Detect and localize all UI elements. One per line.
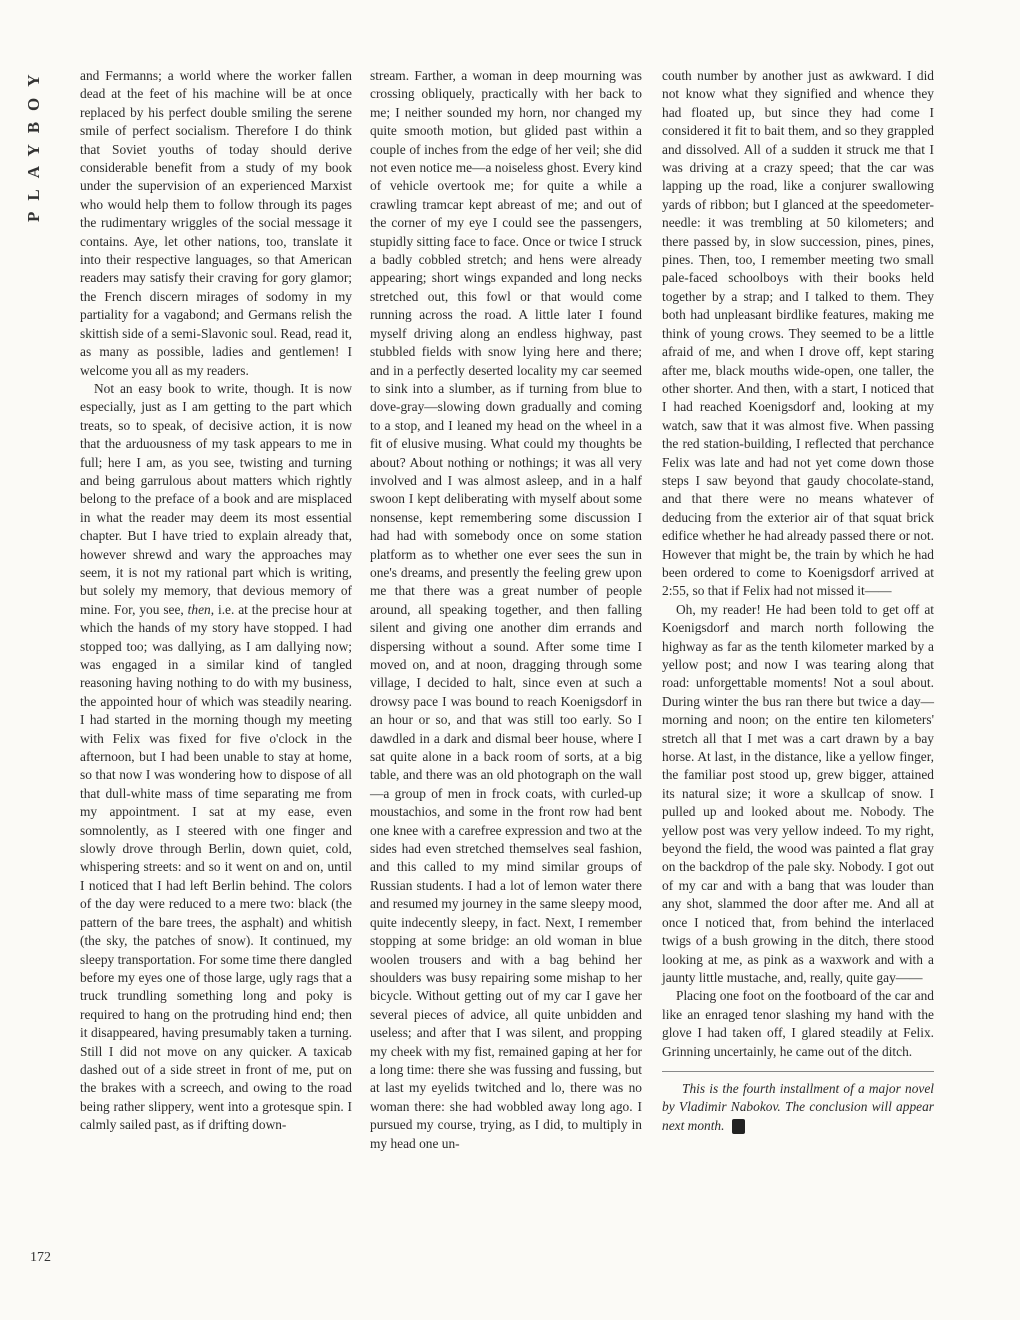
- paragraph: couth number by another just as awkward. I did not know what they signified and whence they had floated up, but since they had come I considered it fit to bait them, and so they grappled and dissolved. All of a sudden it struck me that I was driving at a crazy speed; that the car was lapping up the road, like a conjurer swallowing yards of ribbon; but I glanced at the speedometer-needle: it was trembling at 50 kilometers; and there passed by, in slow succession, pines, pines, pines. Then, too, I remember meeting two small pale-faced schoolboys with their books held together by a strap; and I talked to them. They both had unpleasant birdlike features, making me think of young crows. They seemed to be a little afraid of me, and when I drove off, kept staring after me, black mouths wide-open, one taller, the other shorter. And then, with a start, I noticed that I had reached Koenigsdorf and, looking at my watch, saw that it was almost five. When passing the red station-building, I reflected that perchance Felix was late and had not yet come down those steps I saw beyond that gaudy chocolate-stand, and that there were no means whatever of deducing from the exterior air of that squat brick edifice whether he had already passed there or not. However that might be, the train by which he had been ordered to come to Koenigsdorf arrived at 2:55, so that if Felix had not missed it——: [662, 68, 934, 599]
- paragraph-text: Not an easy book to write, though. It is now especially, just as I am getting to the part which treats, so to speak, of decisive action, it is now that the arduousness of my task appears to me in full; here I am, as you see, twisting and turning and being garrulous about matters which rightly belong to the preface of a book and are misplaced in what the reader may deem its most essential chapter. But I have tried to explain already that, however shrewd and wary the approaches may seem, it is not my rational part which is writing, but solely my memory, that devious memory of mine. For, you see,: [80, 380, 352, 617]
- bunny-logo-icon: ♣: [732, 1119, 745, 1134]
- text-column-1: [80, 67, 352, 1135]
- masthead: [20, 63, 48, 230]
- text-column-2: [370, 67, 642, 1153]
- editor-note-text: This is the fourth installment of a major novel by Vladimir Nabokov. The conclusion will appear next month.: [662, 1080, 934, 1133]
- divider: [662, 1071, 934, 1072]
- emphasis-text: then: [187, 601, 211, 617]
- paragraph: and Fermanns; a world where the worker fallen dead at the feet of his machine will be at once replaced by his perfect double smiling the serene smile of perfect socialism. Therefore I do think that Soviet youths of today should derive considerable benefit from a study of my book under the supervision of an experienced Marxist who would help them to follow through its pages the rudimentary wriggles of the social message it contains. Aye, let other nations, too, translate it into their respective languages, so that American readers may satisfy their craving for gory glamor; the French discern mirages of sodomy in my partiality for a vagabond; and Germans relish the skittish side of a semi-Slavonic soul. Read, read it, as many as possible, ladies and gentlemen! I welcome you all as my readers.: [80, 68, 352, 378]
- text-column-3: [662, 67, 934, 1135]
- paragraph: Oh, my reader! He had been told to get off at Koenigsdorf and march north following the highway as far as the tenth kilometer marked by a yellow post; and now I was tearing along that road: unforgettable moments! Not a soul about. During winter the bus ran there but twice a day—morning and noon; on the entire ten kilometers' stretch all that I met was a cart drawn by a bay horse. At last, in the distance, like a yellow finger, the familiar post stood up, grew bigger, attained its natural size; it wore a skullcap of snow. I pulled up and looked about me. Nobody. The yellow post was very yellow indeed. To my right, beyond the field, the wood was painted a flat gray on the backdrop of the pale sky. Nobody. I got out of my car and with a bang that was louder than any shot, slammed the door after me. And all at once I noticed that, from behind the interlaced twigs of a bush growing in the ditch, there stood looking at me, as pink as a waxwork and with a jaunty little mustache, and, really, quite gay——: [662, 601, 934, 985]
- paragraph: stream. Farther, a woman in deep mourning was crossing obliquely, practically with her back to me; I neither sounded my horn, nor changed my quite smooth motion, but glided past within a couple of inches from the edge of her veil; she did not even notice me—a noiseless ghost. Every kind of vehicle overtook me; for quite a while a crawling tramcar kept abreast of me; and out of the corner of my eye I could see the passengers, stupidly sitting face to face. Once or twice I struck a badly cobbled stretch; and hens were already appearing; short wings expanded and long necks stretched out, this fowl or that would come running across the road. A little later I found myself driving along an endless highway, past stubbled fields with snow lying here and there; and in a perfectly deserted locality my car seemed to sink into a slumber, as if turning from blue to dove-gray—slowing down gradually and coming to a stop, and I leaned my head on the wheel in a fit of elusive musing. What could my thoughts be about? About nothing or nothings; it was all very involved and I was almost asleep, and in a half swoon I kept deliberating with myself about some nonsense, kept remembering some discussion I had had with somebody once on some station platform as to whether one ever sees the sun in one's dreams, and presently the feeling grew upon me that there was a great number of people around, all speaking together, and then falling silent and giving one another dim errands and dispersing without a sound. After some time I moved on, and at noon, dragging through some village, I decided to halt, since even at such a drowsy pace I was bound to reach Koenigsdorf in an hour or so, and that was still too early. So I dawdled in a dark and dismal beer house, where I sat quite alone in a back room of sorts, at a big table, and there was an old photograph on the wall—a group of men in frock coats, with curled-up moustachios, and some in the front row had bent one knee with a carefree expression and two at the sides had even stretched themselves seal fashion, and this called to my mind similar groups of Russian students. I had a lot of lemon water there and resumed my journey in the same sleepy mood, quite indecently sleepy, in fact. Next, I remember stopping at some bridge: an old woman in blue woolen trousers and with a bag behind her shoulders was busy repairing some mishap to her bicycle. Without getting out of my car I gave her several pieces of advice, all quite unbidden and useless; and after that I was silent, and propping my cheek with my fist, remained gaping at her for a long time: there she was fussing and fussing, but at last my eyelids twitched and lo, there was no woman there: she had wobbled away long ago. I pursued my course, trying, as I did, to multiply in my head one un-: [370, 68, 642, 1151]
- masthead-text: PLAYBOY: [24, 63, 43, 222]
- paragraph-text: , i.e. at the precise hour at which the hands of my story have stopped. I had stopped too; was dallying, as I am dallying now; was engaged in a similar kind of tangled reasoning having nothing to do with my business, the appointed hour of which was steadily nearing. I had started in the morning though my meeting with Felix was fixed for five o'clock in the afternoon, but I had been unable to stay at home, so that now I was wondering how to dispose of all that dull-white mass of time separating me from my appointment. I sat at my ease, even somnolently, as I steered with one finger and slowly drove through Berlin, down quiet, cold, whispering streets: and so it went on and on, until I noticed that I had left Berlin behind. The colors of the day were reduced to a mere two: black (the pattern of the bare trees, the asphalt) and whitish (the sky, the patches of snow). It continued, my sleepy transportation. For some time there dangled before my eyes one of those large, ugly rags that a truck trundling something long and poky is required to hang on the protruding hind end; then it disappeared, having presumably taken a turning. Still I did not move on any quicker. A taxicab dashed out of a side street in front of me, put on the brakes with a screech, and owing to the road being rather slippery, went into a grotesque spin. I calmly sailed past, as if drifting down-: [80, 601, 352, 1133]
- paragraph: [80, 380, 352, 1135]
- paragraph: Placing one foot on the footboard of the car and like an enraged tenor slashing my hand with the glove I had taken off, I glared steadily at Felix. Grinning uncertainly, he came out of the ditch.: [662, 988, 934, 1059]
- page-number: 172: [30, 1250, 51, 1265]
- editor-note: [662, 1080, 934, 1135]
